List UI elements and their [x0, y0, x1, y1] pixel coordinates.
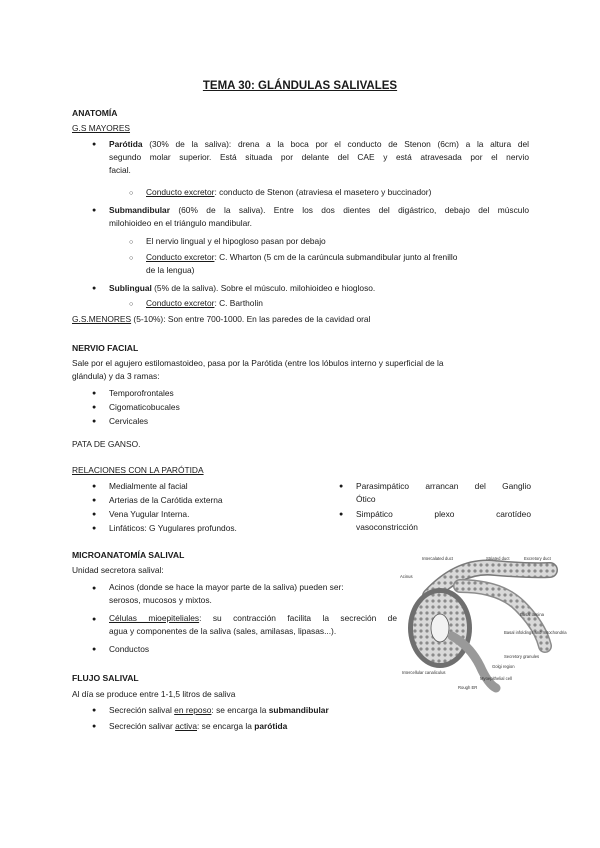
microanatomia-intro: Unidad secretora salival: — [72, 565, 164, 575]
sublingual-conducto — [146, 297, 263, 310]
relacion-parasimpatico — [356, 480, 531, 506]
simpatico-line-2: vasoconstricción — [356, 522, 418, 533]
bullet-icon: ● — [92, 723, 97, 730]
figure-label: Myoepithelial cell — [480, 676, 512, 681]
relacion-item: Linfáticos: G Yugulares profundos. — [109, 523, 237, 533]
submandibular-conducto-label: Conducto excretor — [146, 252, 215, 262]
bullet-icon: ● — [92, 285, 97, 292]
bullet-icon: ● — [92, 404, 97, 411]
flujo-item-reposo — [109, 704, 329, 717]
subheading-mayores: G.S MAYORES — [72, 123, 131, 133]
relacion-item: Arterias de la Carótida externa — [109, 495, 223, 505]
submandibular-conducto-text-1: : C. Wharton (5 cm de la carúncula submandibular junto al frenillo — [214, 252, 458, 262]
acinos-line-2: serosos, mucosos y mixtos. — [109, 595, 212, 606]
item-acinos — [109, 581, 399, 607]
bullet-icon: ● — [92, 483, 97, 490]
circle-bullet-icon: ○ — [129, 301, 134, 308]
flujo-item-activa — [109, 720, 287, 733]
relacion-item: Medialmente al facial — [109, 481, 188, 491]
nervio-line-2: glándula) y da 3 ramas: — [72, 371, 160, 382]
page-title: TEMA 30: GLÁNDULAS SALIVALES — [202, 80, 398, 92]
bullet-icon: ● — [92, 418, 97, 425]
submandibular-name: Submandibular — [109, 205, 170, 215]
acinus-lumen-shape — [431, 614, 449, 642]
submandibular-conducto — [146, 251, 531, 277]
parotida-text-1: (30% de la saliva): drena a la boca por el conducto de Stenon (6cm) a la altura del — [142, 139, 529, 149]
celulas-line-2: agua y componentes de la saliva (sales, amilasas, lipasas...). — [109, 626, 337, 637]
bullet-icon: ● — [92, 525, 97, 532]
bullet-icon: ● — [339, 483, 344, 490]
flujo-item1-bold: submandibular — [268, 705, 329, 715]
bullet-icon: ● — [92, 390, 97, 397]
celulas-label: Células mioepiteliales — [109, 613, 200, 623]
bullet-icon: ● — [92, 585, 97, 592]
figure-label: Excretory duct — [524, 556, 551, 561]
flujo-item2-mid: : se encarga la — [197, 721, 255, 731]
flujo-item1-mid: : se encarga la — [211, 705, 269, 715]
menores-label: G.S.MENORES — [72, 314, 132, 324]
menores-text: (5-10%): Son entre 700-1000. En las paredes de la cavidad oral — [131, 314, 371, 324]
sublingual-name: Sublingual — [109, 283, 152, 293]
figure-label: Intercellular canaliculus — [402, 670, 446, 675]
item-celulas — [109, 612, 397, 638]
bullet-icon: ● — [92, 141, 97, 148]
parotida-conducto-text: : conducto de Stenon (atraviesa el masetero y buccinador) — [214, 187, 432, 197]
item-submandibular — [109, 204, 529, 230]
figure-label: Rough ER — [458, 685, 478, 690]
flujo-item2-underline: activa — [175, 721, 197, 731]
section-heading-microanatomia: MICROANATOMÍA SALIVAL — [72, 550, 185, 560]
nervio-description — [72, 357, 532, 383]
section-heading-anatomia: ANATOMÍA — [72, 108, 118, 118]
parasimpatico-line-1: Parasimpático arrancan del Ganglio — [356, 481, 531, 491]
circle-bullet-icon: ○ — [129, 190, 134, 197]
figure-label: Basal infoldings and mitochondria — [504, 630, 567, 635]
submandibular-conducto-text-2: de la lengua) — [146, 265, 195, 276]
submandibular-text-1: (60% de la saliva). Entre los dos dientes del digástrico, debajo del músculo — [169, 205, 529, 215]
figure-label: Acinus — [400, 574, 413, 579]
bullet-icon: ● — [339, 511, 344, 518]
sublingual-text: (5% de la saliva). Sobre el músculo. milohioideo e hiogloso. — [151, 283, 376, 293]
figure-label: Secretory granules — [504, 654, 540, 659]
pata-de-ganso: PATA DE GANSO. — [72, 439, 141, 449]
bullet-icon: ● — [92, 497, 97, 504]
figure-label: Basal lamina — [520, 612, 544, 617]
salivary-unit-illustration — [400, 556, 567, 692]
parotida-name: Parótida — [109, 139, 143, 149]
circle-bullet-icon: ○ — [129, 239, 134, 246]
submandibular-text-2: milohioideo en el triángulo mandibular. — [109, 218, 252, 229]
section-heading-relaciones: RELACIONES CON LA PARÓTIDA — [72, 465, 204, 475]
figure-label: Golgi region — [492, 664, 515, 669]
rama-item: Cigomaticobucales — [109, 402, 180, 412]
circle-bullet-icon: ○ — [129, 255, 134, 262]
sublingual-conducto-label: Conducto excretor — [146, 298, 215, 308]
celulas-line-1: : su contracción facilita la secreción de — [199, 613, 397, 623]
sublingual-conducto-text: : C. Bartholin — [214, 298, 263, 308]
bullet-icon: ● — [92, 707, 97, 714]
flujo-item1-pre: Secreción salival — [109, 705, 175, 715]
parotida-text-2: segundo molar superior. Está situada por delante del CAE y está atravesada por el nervio — [109, 152, 529, 163]
relacion-item: Vena Yugular Interna. — [109, 509, 190, 519]
menores-line — [72, 313, 370, 326]
bullet-icon: ● — [92, 646, 97, 653]
submandibular-sub1: El nervio lingual y el hipogloso pasan por debajo — [146, 236, 326, 246]
rama-item: Temporofrontales — [109, 388, 174, 398]
section-heading-flujo: FLUJO SALIVAL — [72, 673, 139, 683]
parotida-conducto — [146, 186, 431, 199]
bullet-icon: ● — [92, 511, 97, 518]
nervio-line-1: Sale por el agujero estilomastoideo, pasa por la Parótida (entre los lóbulos interno y superficial de la — [72, 358, 444, 368]
flujo-item1-underline: en reposo — [174, 705, 212, 715]
bullet-icon: ● — [92, 207, 97, 214]
flujo-item2-bold: parótida — [254, 721, 288, 731]
parotida-text-3: facial. — [109, 165, 131, 176]
bullet-icon: ● — [92, 616, 97, 623]
rama-item: Cervicales — [109, 416, 149, 426]
parasimpatico-line-2: Ótico — [356, 494, 376, 505]
relacion-simpatico — [356, 508, 531, 534]
figure-label: Intercalated duct — [422, 556, 453, 561]
flujo-intro: Al día se produce entre 1-1,5 litros de saliva — [72, 689, 236, 699]
section-heading-nervio: NERVIO FACIAL — [72, 343, 139, 353]
flujo-item2-pre: Secreción salivar — [109, 721, 176, 731]
parotida-conducto-label: Conducto excretor — [146, 187, 215, 197]
acinos-line-1: Acinos (donde se hace la mayor parte de la saliva) pueden ser: — [109, 582, 344, 592]
simpatico-line-1: Simpático plexo carotídeo — [356, 509, 531, 519]
figure-label: Striated duct — [486, 556, 510, 561]
item-sublingual — [109, 282, 375, 295]
item-conductos: Conductos — [109, 644, 150, 654]
item-parotida — [109, 138, 529, 177]
